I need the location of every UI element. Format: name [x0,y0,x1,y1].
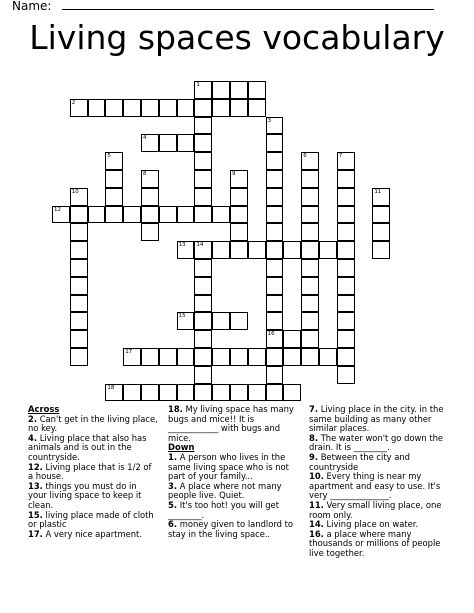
grid-cell[interactable] [159,348,177,366]
grid-cell[interactable] [266,206,284,224]
grid-cell[interactable] [141,384,159,402]
clues-column-2 [168,405,300,539]
clue-number: 15 [178,313,186,320]
grid-cell[interactable] [177,99,195,117]
grid-cell[interactable] [301,312,319,330]
clue-across-15: 15. living place made of cloth or plastic [28,509,154,530]
grid-cell[interactable] [194,81,212,99]
grid-cell[interactable] [70,188,88,206]
clue-across-2: 2. Can't get in the living place, no key. [28,413,158,434]
grid-cell[interactable] [141,223,159,241]
grid-cell[interactable] [266,277,284,295]
grid-cell[interactable] [266,188,284,206]
clue-down-5: 5. It's too hot! you will get ________. [168,499,279,520]
clues-column-3 [309,405,447,559]
grid-cell[interactable] [337,366,355,384]
grid-cell[interactable] [212,312,230,330]
grid-cell[interactable] [283,348,301,366]
clue-across-12: 12. Living place that is 1/2 of a house. [28,461,152,482]
grid-cell[interactable] [177,206,195,224]
grid-cell[interactable] [141,170,159,188]
grid-cell[interactable] [212,206,230,224]
grid-cell[interactable] [337,188,355,206]
clue-number: 14 [196,242,204,249]
grid-cell[interactable] [248,348,266,366]
grid-cell[interactable] [177,134,195,152]
grid-cell[interactable] [266,170,284,188]
grid-cell[interactable] [194,206,212,224]
clue-down-16: 16. a place where many thousands or millions of people live together. [309,528,441,558]
grid-cell[interactable] [194,259,212,277]
grid-cell[interactable] [319,241,337,259]
clue-number: 6 [303,153,307,160]
grid-cell[interactable] [230,99,248,117]
grid-cell[interactable] [372,241,390,259]
grid-cell[interactable] [70,259,88,277]
grid-cell[interactable] [301,152,319,170]
name-label: Name: [12,0,52,13]
across-heading: Across [28,404,60,414]
grid-cell[interactable] [70,348,88,366]
grid-cell[interactable] [123,99,141,117]
grid-cell[interactable] [230,384,248,402]
grid-cell[interactable] [70,312,88,330]
grid-cell[interactable] [301,277,319,295]
clue-down-3: 3. A place where not many people live. Quiet. [168,480,282,501]
grid-cell[interactable] [212,99,230,117]
clue-number: 4 [143,135,147,142]
grid-cell[interactable] [141,206,159,224]
grid-cell[interactable] [248,384,266,402]
grid-cell[interactable] [177,241,195,259]
grid-cell[interactable] [194,330,212,348]
grid-cell[interactable] [266,134,284,152]
grid-cell[interactable] [337,259,355,277]
grid-cell[interactable] [212,348,230,366]
grid-cell[interactable] [70,223,88,241]
grid-cell[interactable] [337,170,355,188]
grid-cell[interactable] [301,330,319,348]
grid-cell[interactable] [141,99,159,117]
clue-down-14: 14. Living place on water. [309,519,419,530]
grid-cell[interactable] [70,295,88,313]
clue-across-13: 13. things you must do in your living space to keep it clean. [28,480,142,510]
grid-cell[interactable] [123,206,141,224]
grid-cell[interactable] [266,117,284,135]
grid-cell[interactable] [266,241,284,259]
grid-cell[interactable] [194,241,212,259]
grid-cell[interactable] [212,241,230,259]
grid-cell[interactable] [301,348,319,366]
clue-number: 7 [338,153,343,160]
grid-cell[interactable] [283,330,301,348]
grid-cell[interactable] [301,259,319,277]
grid-cell[interactable] [70,206,88,224]
grid-cell[interactable] [266,152,284,170]
grid-cell[interactable] [194,117,212,135]
grid-cell[interactable] [337,330,355,348]
clue-number: 5 [107,153,111,160]
clue-down-1: 1. A person who lives in the same living space who is not part of your family... [168,451,289,482]
clue-down-9: 9. Between the city and countryside [309,451,410,472]
grid-cell[interactable] [301,223,319,241]
clue-number: 17 [125,349,133,355]
grid-cell[interactable] [105,170,123,188]
grid-cell[interactable] [230,223,248,241]
grid-cell[interactable] [337,206,355,224]
grid-cell[interactable] [248,99,266,117]
grid-cell[interactable] [230,206,248,224]
grid-cell[interactable] [266,330,284,348]
grid-cell[interactable] [105,384,123,402]
down-heading: Down [168,442,195,453]
clue-number: 11 [374,188,382,195]
clue-number: 16 [267,331,275,338]
clue-number: 2 [71,99,76,106]
grid-cell[interactable] [266,312,284,330]
grid-cell[interactable] [212,81,230,99]
grid-cell[interactable] [105,188,123,206]
clue-across-17: 17. A very nice apartment. [28,528,143,539]
grid-cell[interactable] [194,348,212,366]
grid-cell[interactable] [230,188,248,206]
grid-cell[interactable] [283,241,301,259]
grid-cell[interactable] [194,277,212,295]
clue-across-4: 4. Living place that also has animals and is out in the countryside. [28,432,147,462]
clue-number: 18 [107,384,115,391]
grid-cell[interactable] [105,99,123,117]
grid-cell[interactable] [123,348,141,366]
grid-cell[interactable] [194,188,212,206]
grid-cell[interactable] [337,295,355,313]
clue-number: 13 [178,242,186,249]
clue-number: 9 [232,171,236,177]
grid-cell[interactable] [177,348,195,366]
grid-cell[interactable] [194,312,212,330]
clue-number: 8 [143,171,147,177]
grid-cell[interactable] [52,206,70,224]
grid-cell[interactable] [230,170,248,188]
grid-cell[interactable] [141,188,159,206]
clue-number: 10 [71,188,79,195]
clue-number: 1 [196,82,200,88]
grid-cell[interactable] [372,223,390,241]
grid-cell[interactable] [141,134,159,152]
clue-down-8: 8. The water won't go down the drain. It is ________. [309,432,444,453]
clue-number: 3 [267,117,272,124]
grid-cell[interactable] [266,348,284,366]
grid-cell[interactable] [266,259,284,277]
grid-cell[interactable] [248,241,266,259]
grid-cell[interactable] [194,99,212,117]
grid-cell[interactable] [177,384,195,402]
grid-cell[interactable] [248,81,266,99]
grid-cell[interactable] [194,366,212,384]
grid-cell[interactable] [88,99,106,117]
grid-cell[interactable] [301,241,319,259]
grid-cell[interactable] [194,295,212,313]
grid-cell[interactable] [177,312,195,330]
grid-cell[interactable] [372,206,390,224]
clues-column-1 [28,405,158,539]
grid-cell[interactable] [194,384,212,402]
grid-cell[interactable] [337,312,355,330]
grid-cell[interactable] [337,241,355,259]
grid-cell[interactable] [337,348,355,366]
grid-cell[interactable] [283,384,301,402]
grid-cell[interactable] [301,295,319,313]
grid-cell[interactable] [230,81,248,99]
grid-cell[interactable] [123,384,141,402]
grid-cell[interactable] [212,384,230,402]
clue-down-11: 11. Very small living place, one room only. [309,499,442,520]
grid-cell[interactable] [337,223,355,241]
grid-cell[interactable] [194,152,212,170]
grid-cell[interactable] [105,152,123,170]
grid-cell[interactable] [194,170,212,188]
grid-cell[interactable] [372,188,390,206]
grid-cell[interactable] [159,134,177,152]
page-title: Living spaces vocabulary [29,18,445,57]
clue-number: 12 [54,206,61,213]
grid-cell[interactable] [230,348,248,366]
grid-cell[interactable] [266,223,284,241]
clue-across-18: 18. My living space has many bugs and mice!! It is ____________ with bugs and mice. [168,404,294,443]
clue-down-10: 10. Every thing is near my apartment and easy to use. It's very ______________. [309,471,441,501]
grid-cell[interactable] [319,348,337,366]
grid-cell[interactable] [70,330,88,348]
grid-cell[interactable] [337,152,355,170]
grid-cell[interactable] [266,366,284,384]
grid-cell[interactable] [266,295,284,313]
clue-down-6: 6. money given to landlord to stay in the living space.. [168,519,294,539]
grid-cell[interactable] [230,312,248,330]
grid-cell[interactable] [88,206,106,224]
grid-cell[interactable] [301,170,319,188]
grid-cell[interactable] [230,241,248,259]
grid-cell[interactable] [301,188,319,206]
grid-cell[interactable] [141,348,159,366]
grid-cell[interactable] [337,277,355,295]
grid-cell[interactable] [159,99,177,117]
grid-cell[interactable] [70,241,88,259]
grid-cell[interactable] [266,384,284,402]
grid-cell[interactable] [301,206,319,224]
grid-cell[interactable] [70,277,88,295]
clue-down-7: 7. Living place in the city. in the same building as many other similar places. [309,404,444,434]
grid-cell[interactable] [159,206,177,224]
grid-cell[interactable] [194,134,212,152]
grid-cell[interactable] [159,384,177,402]
grid-cell[interactable] [70,99,88,117]
grid-cell[interactable] [105,206,123,224]
